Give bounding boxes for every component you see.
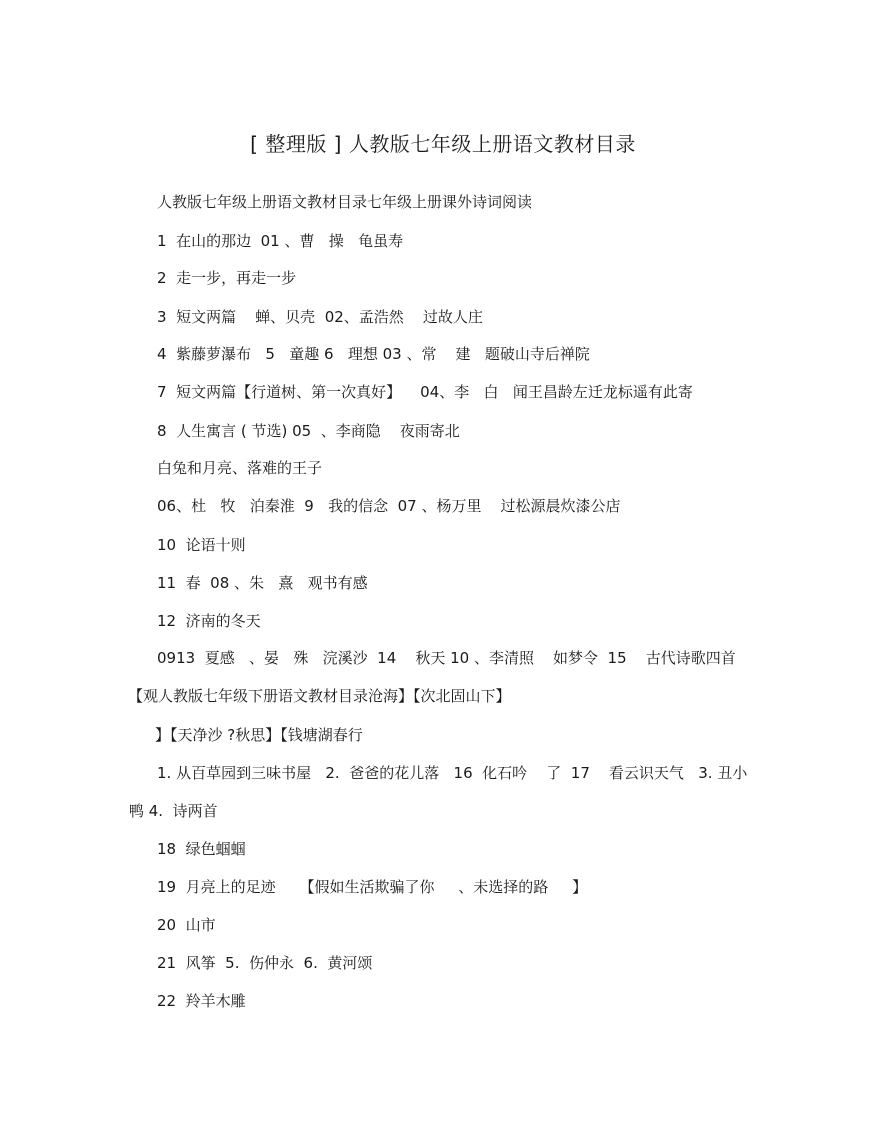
text-line: 18 绿色蝈蝈: [157, 840, 246, 858]
text-line: 8 人生寓言 ( 节选) 05 、李商隐 夜雨寄北: [157, 422, 460, 440]
text-line: 20 山市: [157, 916, 216, 934]
text-line: 【观人教版七年级下册语文教材目录沧海】【次北固山下】: [128, 687, 511, 705]
text-line: 12 济南的冬天: [157, 612, 261, 630]
text-line: 22 羚羊木雕: [157, 992, 246, 1010]
text-line: 白兔和月亮、落难的王子: [157, 459, 323, 477]
text-line: 11 春 08 、朱 熹 观书有感: [157, 574, 368, 592]
text-line: 1. 从百草园到三味书屋 2. 爸爸的花儿落 16 化石吟 了 17 看云识天气 3. 丑小: [157, 764, 748, 782]
text-line: 21 风筝 5. 伤仲永 6. 黄河颂: [157, 954, 373, 972]
text-line: 1 在山的那边 01 、曹 操 龟虽寿: [157, 232, 404, 250]
text-line: 人教版七年级上册语文教材目录七年级上册课外诗词阅读: [157, 193, 533, 211]
text-line: 19 月亮上的足迹 【假如生活欺骗了你 、未选择的路 】: [157, 878, 588, 896]
page-title: [ 整理版 ] 人教版七年级上册语文教材目录: [250, 132, 636, 156]
text-line: 鸭 4. 诗两首: [129, 802, 218, 820]
text-line: 06、杜 牧 泊秦淮 9 我的信念 07 、杨万里 过松源晨炊漆公店: [157, 497, 621, 515]
text-line: 0913 夏感 、晏 殊 浣溪沙 14 秋天 10 、李清照 如梦令 15 古代诗歌四首: [157, 649, 736, 667]
text-line: 2 走一步，再走一步: [157, 269, 297, 287]
text-line: 4 紫藤萝瀑布 5 童趣 6 理想 03 、常 建 题破山寺后禅院: [157, 345, 590, 363]
text-line: 7 短文两篇【行道树、第一次真好】 04、李 白 闻王昌龄左迁龙标遥有此寄: [157, 383, 693, 401]
text-line: 】【天净沙 ?秋思】【钱塘湖春行: [155, 726, 363, 744]
text-line: 10 论语十则: [157, 536, 246, 554]
text-line: 3 短文两篇 蝉、贝壳 02、孟浩然 过故人庄: [157, 308, 483, 326]
